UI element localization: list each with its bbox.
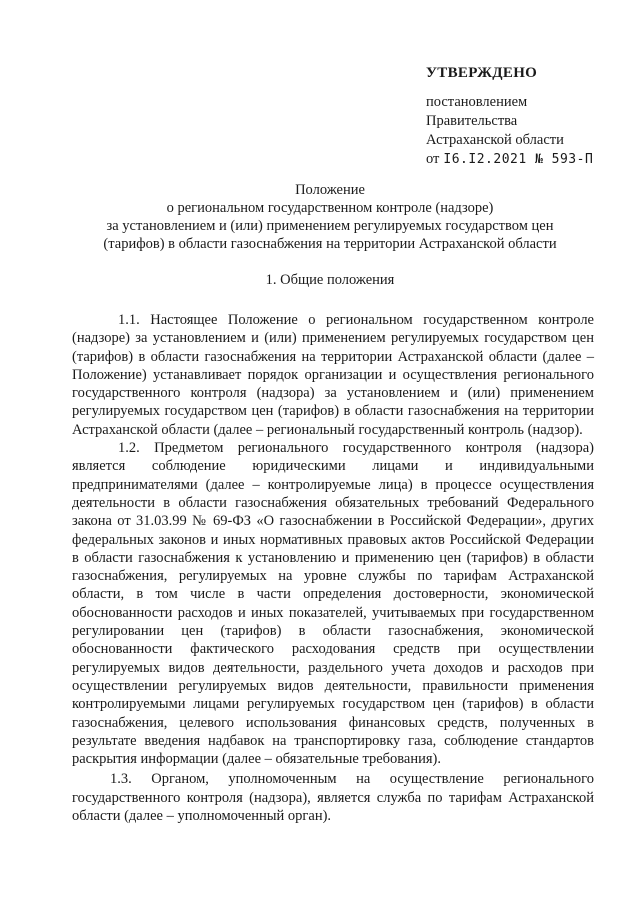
approval-line-region: Астраханской области <box>426 132 564 148</box>
paragraph-1-2: 1.2. Предметом регионального государственного контроля (надзора) является соблюдение юридическими лицами и индивидуальными предпринимателями (далее – контролируемые лица) в процессе осуществления деятельности в области газоснабжения обязательных требований Федерального закона от 31.03.99 № 69-ФЗ «О газоснабжении в Российской Федерации», других федеральных законов и иных нормативных правовых актов Российской Федерации в области газоснабжения к установлению и применению цен (тарифов) в области газоснабжения, регулируемых на уровне службы по тарифам Астраханской области, в том числе в части определения достоверности, экономической обоснованности расходов и иных показателей, учитываемых при государственном регулировании цен (тарифов) в области газоснабжения, экономической обоснованности фактического расходования средств при осуществлении регулируемых видов деятельности, раздельного учета доходов и расходов при осуществлении регулируемых видов деятельности, правильности применения контролируемыми лицами регулируемых государством цен (тарифов) в области газоснабжения, целевого использования финансовых средств, полученных в результате введения надбавок на транспортировку газа, соблюдение стандартов раскрытия информации (далее – обязательные требования). <box>72 440 594 768</box>
approval-date-stamp: I6.I2.2021 № 593-П <box>443 152 594 167</box>
approval-line-resolution: постановлением <box>426 94 528 110</box>
section-title: 1. Общие положения <box>265 272 395 288</box>
approval-date-line <box>426 150 626 169</box>
approval-block <box>426 64 626 169</box>
document-heading <box>60 181 600 253</box>
paragraph-1-3: 1.3. Органом, уполномоченным на осуществление регионального государственного контроля (надзора), является служба по тарифам Астраханской области (далее – уполномоченный орган). <box>72 771 594 825</box>
document-subtitle-line-1: о региональном государственном контроле (надзоре) <box>166 200 494 216</box>
document-title: Положение <box>295 182 365 198</box>
document-subtitle-line-3: (тарифов) в области газоснабжения на территории Астраханской области <box>103 236 557 252</box>
approval-date-prefix: от <box>426 151 440 167</box>
document-subtitle-line-2: за установлением и (или) применением регулируемых государством цен <box>106 218 554 234</box>
approved-title: УТВЕРЖДЕНО <box>426 65 538 81</box>
paragraph-1-1: 1.1. Настоящее Положение о региональном государственном контроле (надзоре) за установлением и (или) применением регулируемых государством цен (тарифов) в области газоснабжения на территории Астраханской области (далее – Положение) устанавливает порядок организации и осуществления регионального государственного контроля (надзора) за установлением и (или) применением регулируемых государством цен (тарифов) в области газоснабжения на территории Астраханской области (далее – региональный государственный контроль (надзор). <box>72 312 594 438</box>
document-body <box>72 311 594 825</box>
approval-line-government: Правительства <box>426 113 518 129</box>
